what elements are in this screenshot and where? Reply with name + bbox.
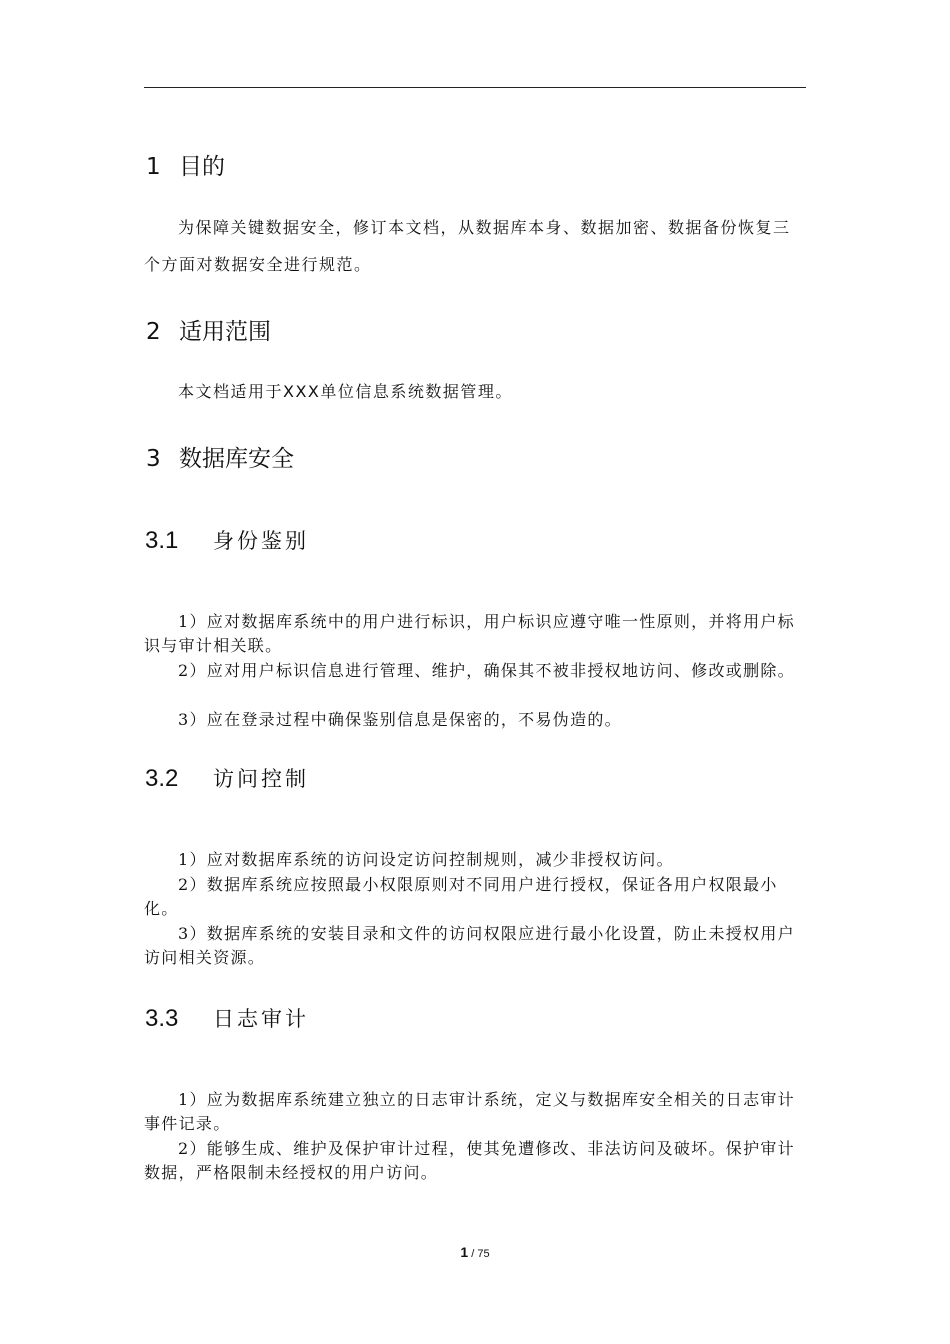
heading-number: 3 bbox=[146, 446, 161, 472]
subheading-title: 身份鉴别 bbox=[213, 529, 309, 553]
list-item: 3）数据库系统的安装目录和文件的访问权限应进行最小化设置，防止未授权用户访问相关资源。 bbox=[144, 924, 795, 967]
subheading-number: 3.3 bbox=[145, 1005, 179, 1032]
list-item: 1）应为数据库系统建立独立的日志审计系统，定义与数据库安全相关的日志审计事件记录。 bbox=[144, 1090, 795, 1133]
heading-1 bbox=[146, 148, 225, 181]
page-separator: / bbox=[471, 1248, 475, 1260]
total-pages: 75 bbox=[477, 1248, 490, 1260]
heading-title: 数据库安全 bbox=[179, 446, 294, 472]
paragraph-scope: 本文档适用于XXX单位信息系统数据管理。 bbox=[178, 382, 513, 401]
page-number bbox=[0, 1244, 950, 1260]
heading-2 bbox=[146, 313, 271, 346]
heading-title: 适用范围 bbox=[179, 319, 271, 345]
list-item: 2）应对用户标识信息进行管理、维护，确保其不被非授权地访问、修改或删除。 bbox=[178, 661, 795, 680]
list-item: 1）应对数据库系统的访问设定访问控制规则，减少非授权访问。 bbox=[178, 850, 674, 869]
current-page: 1 bbox=[460, 1244, 469, 1260]
heading-3-3 bbox=[145, 1003, 309, 1033]
list-item: 3）应在登录过程中确保鉴别信息是保密的，不易伪造的。 bbox=[178, 710, 622, 729]
subheading-number: 3.2 bbox=[145, 765, 179, 792]
heading-3-2 bbox=[145, 763, 309, 793]
list-item: 2）数据库系统应按照最小权限原则对不同用户进行授权，保证各用户权限最小化。 bbox=[144, 875, 778, 918]
subheading-title: 日志审计 bbox=[213, 1007, 309, 1031]
list-item: 2）能够生成、维护及保护审计过程，使其免遭修改、非法访问及破坏。保护审计数据，严格限制未经授权的用户访问。 bbox=[144, 1139, 795, 1182]
heading-title: 目的 bbox=[179, 154, 225, 180]
paragraph-purpose: 为保障关键数据安全，修订本文档，从数据库本身、数据加密、数据备份恢复三个方面对数据安全进行规范。 bbox=[144, 218, 791, 274]
list-item: 1）应对数据库系统中的用户进行标识，用户标识应遵守唯一性原则，并将用户标识与审计相关联。 bbox=[144, 612, 795, 655]
heading-number: 1 bbox=[146, 154, 161, 180]
heading-3-1 bbox=[145, 525, 309, 555]
subheading-title: 访问控制 bbox=[213, 767, 309, 791]
header-rule bbox=[144, 87, 806, 88]
subheading-number: 3.1 bbox=[145, 527, 179, 554]
heading-number: 2 bbox=[146, 319, 161, 345]
heading-3 bbox=[146, 440, 294, 473]
